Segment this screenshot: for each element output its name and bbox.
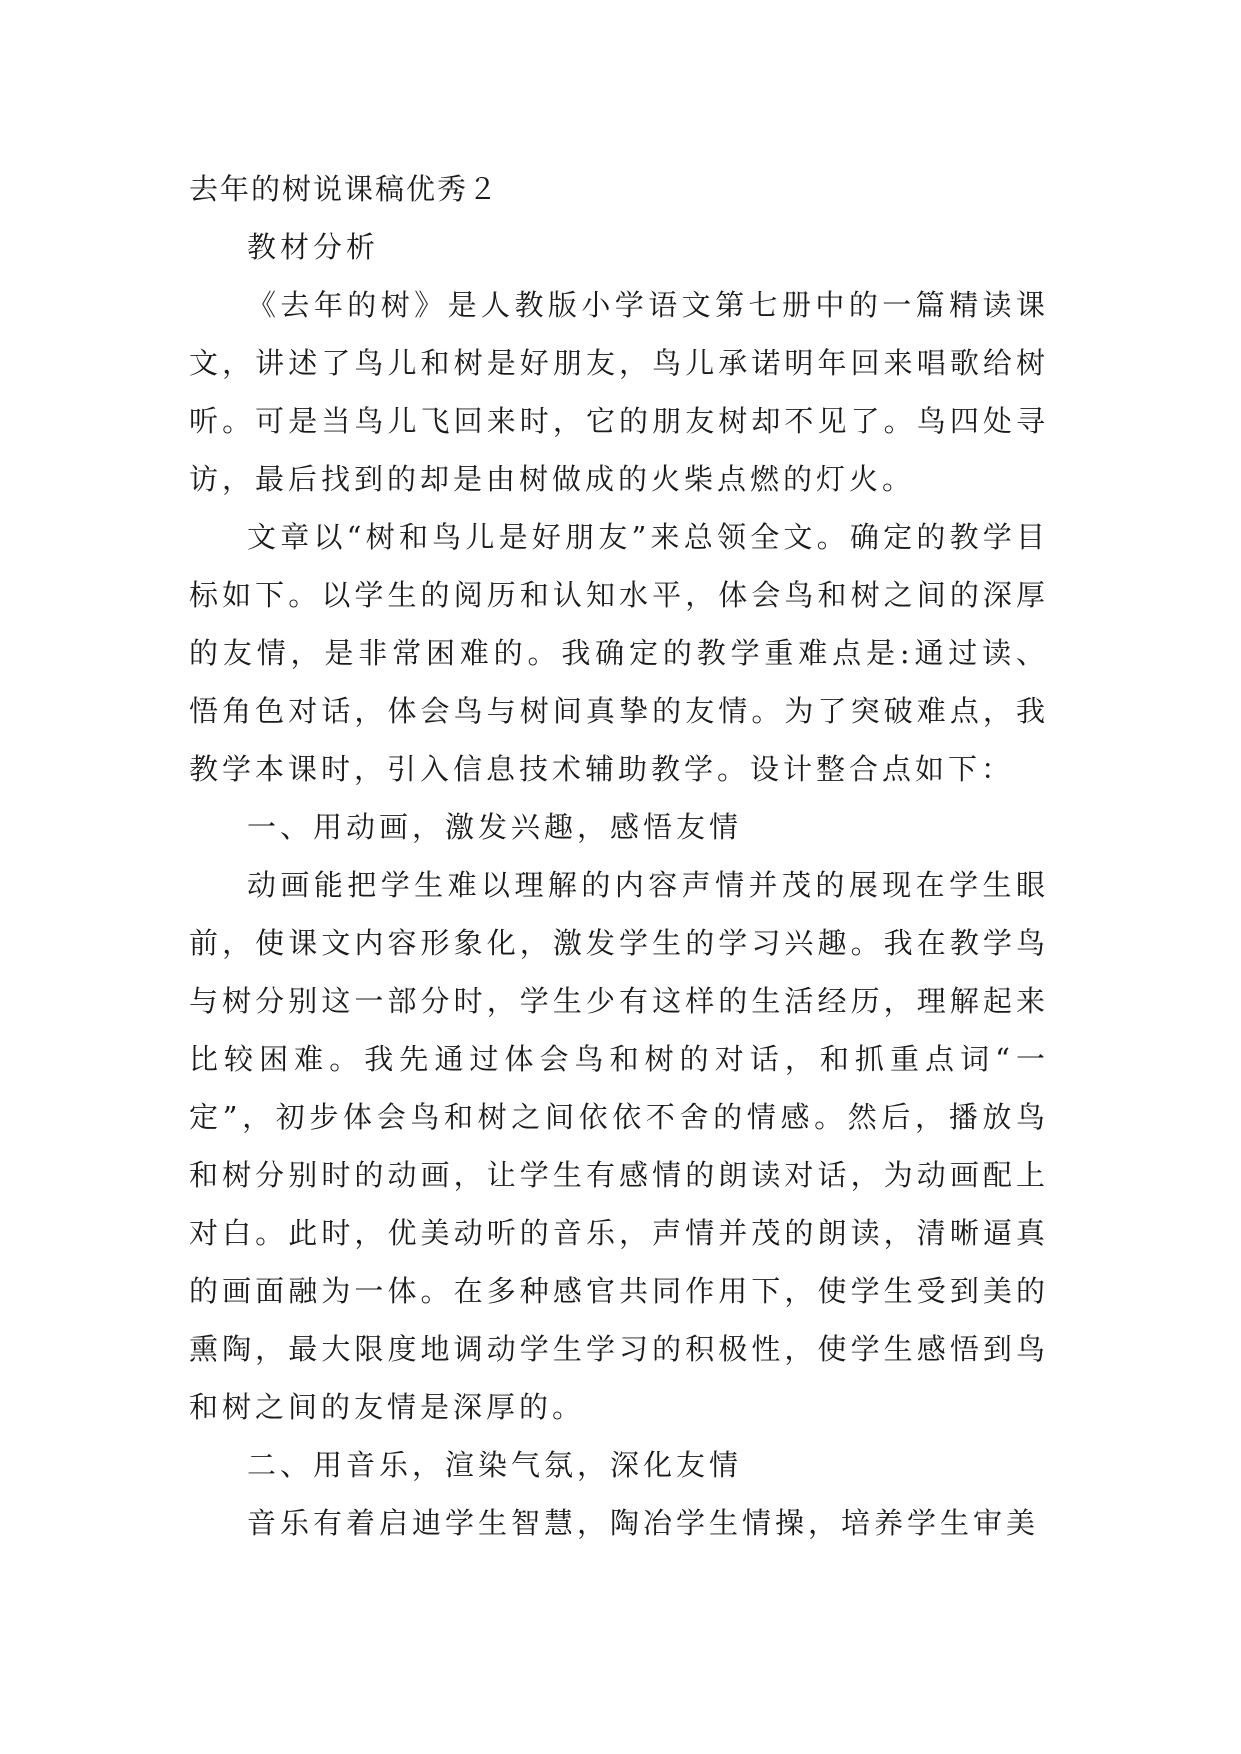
- paragraph-animation: 动画能把学生难以理解的内容声情并茂的展现在学生眼前，使课文内容形象化，激发学生的学习兴趣。我在教学鸟与树分别这一部分时，学生少有这样的生活经历，理解起来比较困难。我先通过体会鸟和树的对话，和抓重点词“一定”，初步体会鸟和树之间依依不舍的情感。然后，播放鸟和树分别时的动画，让学生有感情的朗读对话，为动画配上对白。此时，优美动听的音乐，声情并茂的朗读，清晰逼真的画面融为一体。在多种感官共同作用下，使学生受到美的熏陶，最大限度地调动学生学习的积极性，使学生感悟到鸟和树之间的友情是深厚的。: [189, 868, 1049, 1424]
- paragraph-music: 音乐有着启迪学生智慧，陶冶学生情操，培养学生审美: [247, 1506, 1040, 1540]
- document-title: 去年的树说课稿优秀２: [189, 172, 500, 206]
- heading-music: 二、用音乐，渲染气氛，深化友情: [247, 1448, 743, 1482]
- paragraph-objectives: 文章以“树和鸟儿是好朋友”来总领全文。确定的教学目标如下。以学生的阅历和认知水平，体会鸟和树之间的深厚的友情，是非常困难的。我确定的教学重难点是:通过读、悟角色对话，体会鸟与树间真挚的友情。为了突破难点，我教学本课时，引入信息技术辅助教学。设计整合点如下：: [189, 520, 1049, 786]
- paragraph-intro: 《去年的树》是人教版小学语文第七册中的一篇精读课文，讲述了鸟儿和树是好朋友，鸟儿承诺明年回来唱歌给树听。可是当鸟儿飞回来时，它的朋友树却不见了。鸟四处寻访，最后找到的却是由树做成的火柴点燃的灯火。: [189, 288, 1049, 496]
- document-page: [189, 160, 1049, 1552]
- section-heading: 教材分析: [247, 230, 380, 264]
- heading-animation: 一、用动画，激发兴趣，感悟友情: [247, 810, 743, 844]
